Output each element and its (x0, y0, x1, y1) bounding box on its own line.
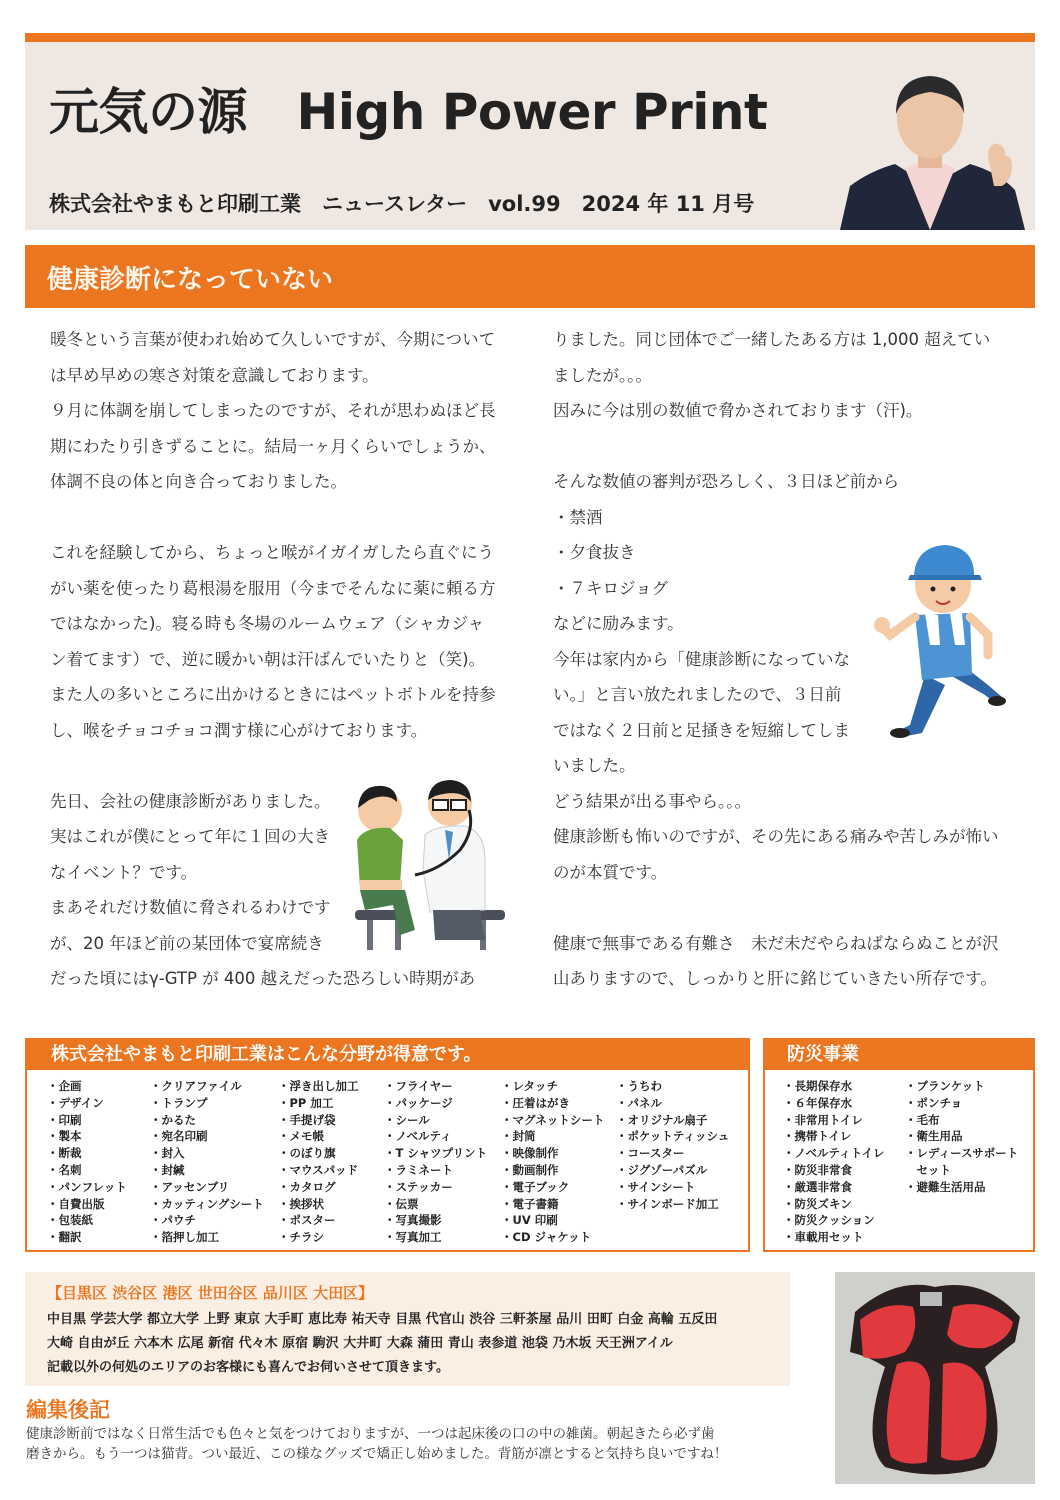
services-column (150, 1078, 278, 1246)
service-item: ・ 封入 (150, 1145, 278, 1162)
service-item: ・ 印刷 (47, 1112, 150, 1129)
article-line: 今年は家内から「健康診断になっていな (553, 649, 850, 669)
service-item: ・ カタログ (278, 1179, 384, 1196)
service-item: ・ 圧着はがき (501, 1095, 616, 1112)
service-item: ・ ポスター (278, 1212, 384, 1229)
article-line: なイベント？です。 (50, 862, 198, 882)
service-areas-heading: 【目黒区 渋谷区 港区 世田谷区 品川区 大田区】 (47, 1284, 374, 1302)
article-line: が、20 年ほど前の某団体で宴席続き (50, 933, 324, 953)
service-item: ・ 挨拶状 (278, 1196, 384, 1213)
service-item: ・ 箔押し加工 (150, 1229, 278, 1246)
posture-cushion-photo (835, 1272, 1035, 1484)
service-item: ・ オリジナル扇子 (616, 1112, 736, 1129)
disaster-title: 防災事業 (765, 1040, 1033, 1070)
service-item: ・ のぼり旗 (278, 1145, 384, 1162)
article-line: ９月に体調を崩してしまったのですが、それが思わぬほど長 (50, 401, 496, 420)
service-item: ・ 断裁 (47, 1145, 150, 1162)
article-line: まあそれだけ数値に脅されるわけです (50, 898, 331, 917)
services-column (278, 1078, 384, 1246)
article-line: などに励みます。 (553, 614, 684, 633)
article-line: し、喉をチョコチョコ潤す様に心がけております。 (50, 720, 428, 740)
article-line: 山ありますので、しっかりと肝に銘じていきたい所存です。 (553, 969, 997, 988)
service-item: ・ かるた (150, 1112, 278, 1129)
service-item: ・ レタッチ (501, 1078, 616, 1095)
service-item: ・ 名刺 (47, 1162, 150, 1179)
service-item: ・ アッセンブリ (150, 1179, 278, 1196)
service-item: ・ パンフレット (47, 1179, 150, 1196)
service-item: ・ 封緘 (150, 1162, 278, 1179)
service-item: ・ CD ジャケット (501, 1229, 616, 1246)
article-line: のが本質です。 (553, 862, 668, 882)
article-line: 先日、会社の健康診断がありました。 (50, 791, 331, 811)
services-column (501, 1078, 616, 1246)
service-item: ・ クリアファイル (150, 1078, 278, 1095)
service-item: ・ シール (384, 1112, 501, 1129)
article-line: ましたが。。。 (553, 365, 652, 385)
service-item: ・ T シャツプリント (384, 1145, 501, 1162)
service-item: ・ マグネットシート (501, 1112, 616, 1129)
disaster-item: ・ 毛布 (905, 1112, 1025, 1129)
disaster-item: ・ 携帯トイレ (783, 1128, 905, 1145)
article-line: 体調不良の体と向き合っておりました。 (50, 472, 347, 491)
service-item: ・ 手提げ袋 (278, 1112, 384, 1129)
disaster-item: ・ 車載用セット (783, 1229, 905, 1246)
services-title: 株式会社やまもと印刷工業はこんな分野が得意です。 (27, 1040, 748, 1070)
afterword-text (26, 1424, 727, 1464)
article-line: は早め早めの寒さ対策を意識しております。 (50, 365, 379, 385)
service-item: ・ パネル (616, 1095, 736, 1112)
service-item: ・ トランプ (150, 1095, 278, 1112)
service-item: ・ 写真撮影 (384, 1212, 501, 1229)
service-areas-line: 中目黒 学芸大学 都立大学 上野 東京 大手町 恵比寿 祐天寺 目黒 代官山 渋谷 三軒茶屋 品川 田町 白金 高輪 五反田 (47, 1312, 718, 1327)
article-line: これを経験してから、ちょっと喉がイガイガしたら直ぐにう (50, 543, 495, 562)
article-line: 期にわたり引きずることに。結局一ヶ月くらいでしょうか、 (50, 436, 496, 456)
service-item: ・ 企画 (47, 1078, 150, 1095)
service-item: ・ コースター (616, 1145, 736, 1162)
disaster-item: ・ ６年保存水 (783, 1095, 905, 1112)
service-item: ・ 浮き出し加工 (278, 1078, 384, 1095)
article-line: ではなかった)。寝る時も冬場のルームウェア（シャカジャ (50, 614, 485, 633)
services-box (25, 1038, 750, 1252)
disaster-products-box (763, 1038, 1035, 1252)
disaster-item: ・ 衛生用品 (905, 1128, 1025, 1145)
service-item: ・ 動画制作 (501, 1162, 616, 1179)
service-item: ・ 翻訳 (47, 1229, 150, 1246)
article-line: また人の多いところに出かけるときにはペットボトルを持参 (50, 685, 496, 704)
service-item: ・ 封筒 (501, 1128, 616, 1145)
article-line (50, 500, 520, 536)
services-column (384, 1078, 501, 1246)
doctor-checkup-illustration (345, 770, 505, 955)
afterword-line: 磨きから。もう一つは猫背。つい最近、この様なグッズで矯正し始めました。背筋が凛とすると気持ち良いですね！ (26, 1446, 728, 1462)
service-item: ・ 自費出版 (47, 1196, 150, 1213)
afterword-title: 編集後記 (26, 1398, 110, 1422)
service-item: ・ ステッカー (384, 1179, 501, 1196)
article-line (553, 890, 1023, 926)
disaster-item: ・ 非常用トイレ (783, 1112, 905, 1129)
service-item: ・ サインシート (616, 1179, 736, 1196)
disaster-item: ・ レディースサポート (905, 1145, 1025, 1162)
service-item: ・ ポケットティッシュ (616, 1128, 736, 1145)
newsletter-subtitle: 株式会社やまもと印刷工業 ニュースレター vol.99 2024 年 11 月号 (49, 192, 755, 216)
article-line: 実はこれが僕にとって年に１回の大き (50, 827, 331, 846)
article-line: い。」と言い放たれましたので、３日前 (553, 685, 842, 704)
article-line: 健康診断も怖いのですが、その先にある痛みや苦しみが怖い (553, 827, 999, 846)
service-item: ・ ノベルティ (384, 1128, 501, 1145)
service-item: ・ 電子ブック (501, 1179, 616, 1196)
article-line: がい薬を使ったり葛根湯を服用（今までそんなに薬に頼る方 (50, 578, 496, 598)
portrait-photo (830, 66, 1030, 230)
service-areas-panel (25, 1272, 790, 1386)
disaster-column (905, 1078, 1025, 1246)
newsletter-title: 元気の源 High Power Print (49, 83, 768, 141)
service-item: ・ 電子書籍 (501, 1196, 616, 1213)
services-column (616, 1078, 736, 1246)
service-item: ・ マウスパッド (278, 1162, 384, 1179)
disaster-item: ・ ポンチョ (905, 1095, 1025, 1112)
service-item: ・ メモ帳 (278, 1128, 384, 1145)
afterword-line: 健康診断前ではなく日常生活でも色々と気をつけておりますが、一つは起床後の口の中の雑菌。朝起きたら必ず歯 (26, 1426, 715, 1442)
service-item: ・ パッケージ (384, 1095, 501, 1112)
disaster-item: ・ ノベルティトイレ (783, 1145, 905, 1162)
article-line: そんな数値の審判が恐ろしく、３日ほど前から (553, 472, 900, 491)
list-item: ・禁酒 (553, 507, 603, 527)
disaster-item: ・ 防災非常食 (783, 1162, 905, 1179)
article-line: りました。同じ団体でご一緒したある方は 1,000 超えてい (553, 330, 991, 349)
service-item: ・ フライヤー (384, 1078, 501, 1095)
article-line: 健康で無事である有難さ 未だ未だやらねばならぬことが沢 (553, 933, 999, 953)
service-item: ・ 伝票 (384, 1196, 501, 1213)
masthead (25, 33, 1035, 230)
disaster-item: ・ 防災ズキン (783, 1196, 905, 1213)
article-title-band (25, 245, 1035, 308)
service-item: ・ デザイン (47, 1095, 150, 1112)
list-item: ・７キロジョグ (553, 578, 669, 598)
article-line: ではなく２日前と足掻きを短縮してしま (553, 720, 850, 740)
disaster-item: ・ 避難生活用品 (905, 1179, 1025, 1196)
service-item: ・ 映像制作 (501, 1145, 616, 1162)
service-areas-line: 大崎 自由が丘 六本木 広尾 新宿 代々木 原宿 駒沢 大井町 大森 蒲田 青山 表参道 池袋 乃木坂 天王洲アイル (47, 1336, 673, 1351)
disaster-item: ・ 厳選非常食 (783, 1179, 905, 1196)
article-line: 暖冬という言葉が使われ始めて久しいですが、今期について (50, 330, 496, 349)
service-item: ・ ラミネート (384, 1162, 501, 1179)
service-areas-note: 記載以外の何処のエリアのお客様にも喜んでお伺いさせて頂きます。 (47, 1360, 449, 1375)
disaster-item: ・ ブランケット (905, 1078, 1025, 1095)
service-item: ・ サインボード加工 (616, 1196, 736, 1213)
disaster-item: ・ 長期保存水 (783, 1078, 905, 1095)
service-item: ・ うちわ (616, 1078, 736, 1095)
article-line: 因みに今は別の数値で脅かされております（汗)。 (553, 401, 923, 420)
service-item: ・ チラシ (278, 1229, 384, 1246)
service-item: ・ パウチ (150, 1212, 278, 1229)
service-item: ・ 写真加工 (384, 1229, 501, 1246)
service-item: ・ 宛名印刷 (150, 1128, 278, 1145)
services-column (47, 1078, 150, 1246)
article-line: いました。 (553, 756, 636, 775)
service-item: ・ PP 加工 (278, 1095, 384, 1112)
service-item: ・ UV 印刷 (501, 1212, 616, 1229)
service-item: ・ 包装紙 (47, 1212, 150, 1229)
disaster-item: ・ 防災クッション (783, 1212, 905, 1229)
article-line: だった頃にはγ-GTP が 400 越えだった恐ろしい時期があ (50, 969, 476, 988)
article-line: ン着てます）で、逆に暖かい朝は汗ばんでいたりと（笑)。 (50, 649, 486, 669)
service-item: ・ 製本 (47, 1128, 150, 1145)
disaster-column (783, 1078, 905, 1246)
article-line: どう結果が出る事やら。。。 (553, 791, 751, 811)
list-item: ・夕食抜き (553, 543, 636, 562)
service-item: ・ ジグゾーパズル (616, 1162, 736, 1179)
service-item: ・ カッティングシート (150, 1196, 278, 1213)
article-line (553, 429, 1023, 465)
article-title: 健康診断になっていない (47, 265, 334, 295)
disaster-item-continued: セット (916, 1162, 951, 1177)
jogging-man-illustration (870, 535, 1030, 745)
